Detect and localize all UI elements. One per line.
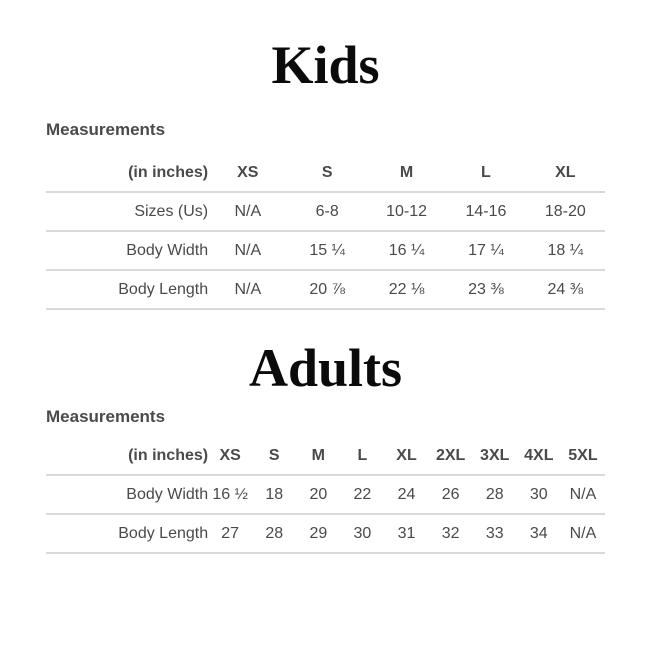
cell-value: 18-20: [526, 192, 605, 231]
cell-value: 6-8: [287, 192, 366, 231]
adults-measurements-heading: Measurements: [46, 407, 166, 426]
size-column-header: 5XL: [561, 435, 605, 475]
cell-value: N/A: [208, 192, 287, 231]
size-column-header: S: [252, 435, 296, 475]
cell-value: 14-16: [446, 192, 525, 231]
size-column-header: 4XL: [517, 435, 561, 475]
cell-value: 28: [252, 514, 296, 553]
adults-size-table: [46, 435, 605, 554]
size-column-header: XS: [208, 152, 287, 192]
cell-value: N/A: [561, 514, 605, 553]
cell-value: 15 ¼: [287, 231, 366, 270]
size-column-header: L: [446, 152, 525, 192]
table-row: [46, 475, 605, 514]
cell-value: 17 ¼: [446, 231, 525, 270]
table-row: [46, 231, 605, 270]
row-label: Sizes (Us): [46, 192, 208, 231]
cell-value: 18 ¼: [526, 231, 605, 270]
cell-value: 23 ⅜: [446, 270, 525, 309]
cell-value: 22: [340, 475, 384, 514]
unit-label: (in inches): [46, 435, 208, 475]
cell-value: 31: [384, 514, 428, 553]
size-column-header: XL: [384, 435, 428, 475]
header-row: [46, 435, 605, 475]
size-column-header: L: [340, 435, 384, 475]
row-label: Body Length: [46, 270, 208, 309]
cell-value: N/A: [561, 475, 605, 514]
cell-value: 26: [429, 475, 473, 514]
unit-label: (in inches): [46, 152, 208, 192]
cell-value: 28: [473, 475, 517, 514]
cell-value: 16 ¼: [367, 231, 446, 270]
size-column-header: M: [367, 152, 446, 192]
size-column-header: XS: [208, 435, 252, 475]
cell-value: 32: [429, 514, 473, 553]
size-column-header: M: [296, 435, 340, 475]
header-row: [46, 152, 605, 192]
cell-value: 34: [517, 514, 561, 553]
cell-value: 22 ⅛: [367, 270, 446, 309]
cell-value: 20: [296, 475, 340, 514]
cell-value: 29: [296, 514, 340, 553]
cell-value: 10-12: [367, 192, 446, 231]
cell-value: 16 ½: [208, 475, 252, 514]
cell-value: 30: [517, 475, 561, 514]
size-column-header: XL: [526, 152, 605, 192]
cell-value: 18: [252, 475, 296, 514]
cell-value: 24: [384, 475, 428, 514]
table-row: [46, 192, 605, 231]
row-label: Body Width: [46, 475, 208, 514]
kids-section-title: Kids: [271, 35, 380, 95]
cell-value: N/A: [208, 270, 287, 309]
cell-value: N/A: [208, 231, 287, 270]
cell-value: 27: [208, 514, 252, 553]
kids-measurements-heading: Measurements: [46, 120, 166, 139]
size-column-header: 3XL: [473, 435, 517, 475]
kids-size-table: [46, 152, 605, 310]
cell-value: 20 ⅞: [287, 270, 366, 309]
size-column-header: 2XL: [429, 435, 473, 475]
cell-value: 24 ⅜: [526, 270, 605, 309]
table-row: [46, 270, 605, 309]
cell-value: 33: [473, 514, 517, 553]
cell-value: 30: [340, 514, 384, 553]
adults-section-title: Adults: [248, 338, 403, 398]
row-label: Body Width: [46, 231, 208, 270]
row-label: Body Length: [46, 514, 208, 553]
size-column-header: S: [287, 152, 366, 192]
table-row: [46, 514, 605, 553]
